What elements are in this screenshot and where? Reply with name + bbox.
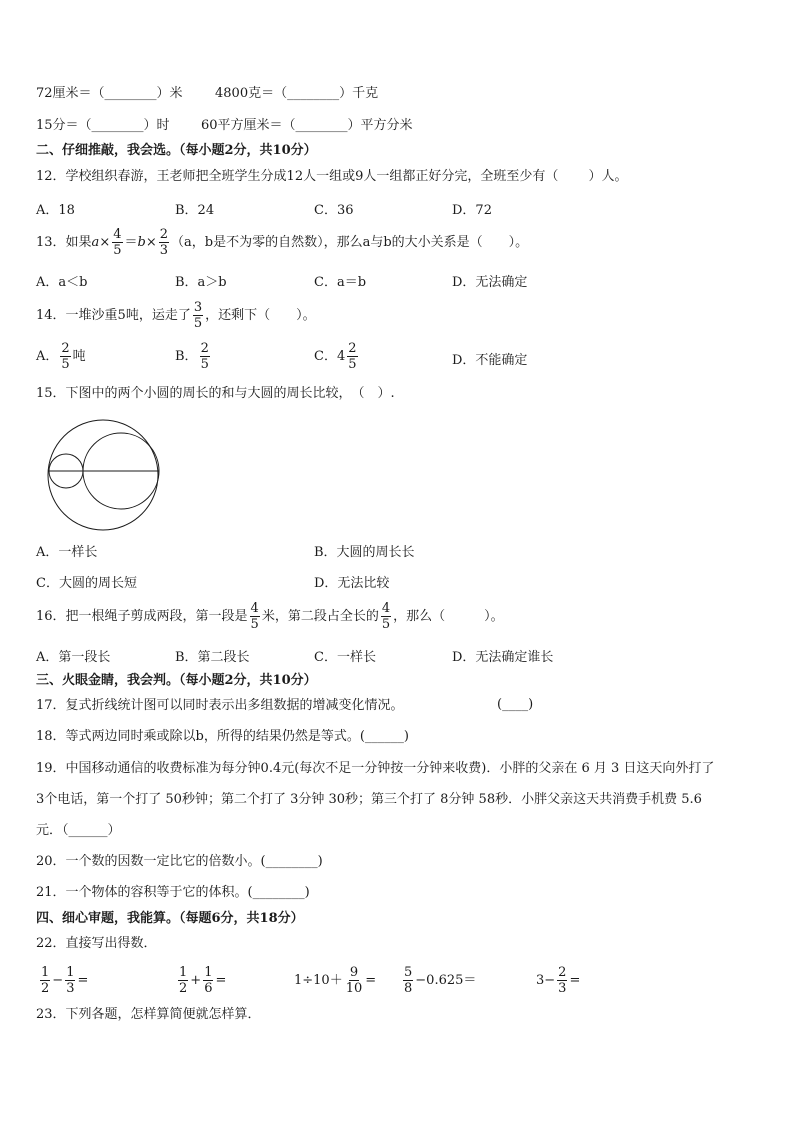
q13-suffix: （a，b是不为零的自然数），那么a与b的大小关系是（ ）。 (171, 235, 529, 250)
question-20: 20．一个数的因数一定比它的倍数小。(________) (36, 854, 323, 869)
section-2-heading: 二、仔细推敲，我会选。（每小题2分，共10分） (36, 143, 317, 158)
q16-fraction-1: $\frac{4}{5}$ (250, 601, 259, 632)
q16-option-d: D．无法确定谁长 (452, 650, 554, 665)
question-14 (36, 296, 316, 336)
q12-option-a: A．18 (36, 203, 75, 218)
q13-equals: ＝ (124, 235, 138, 250)
question-19-line-2: 3个电话，第一个打了 50秒钟；第二个打了 3分钟 30秒；第三个打了 8分钟 58秒．小胖父亲这天共消费手机费 5.6 (36, 792, 702, 807)
question-13 (36, 223, 528, 263)
q13-var-a: a (91, 235, 100, 250)
q13-prefix: 13．如果 (36, 235, 92, 250)
question-17: 17．复式折线统计图可以同时表示出多组数据的增减变化情况。 (36, 698, 404, 713)
q15-option-b: B．大圆的周长长 (314, 545, 415, 560)
question-12: 12．学校组织春游，王老师把全班学生分成12人一组或9人一组都正好分完，全班至少有（ ）人。 (36, 169, 628, 184)
q14-suffix: ，还剩下（ ）。 (205, 308, 316, 323)
q15-option-a: A．一样长 (36, 545, 98, 560)
q13-option-c: C．a＝b (314, 275, 367, 290)
q13-var-b: b (137, 235, 146, 250)
q14-option-c: C．4 $\frac{2}{5}$ (314, 341, 357, 372)
q13-option-d: D．无法确定 (452, 275, 528, 290)
q15-option-d: D．无法比较 (314, 576, 390, 591)
q12-option-d: D．72 (452, 203, 492, 218)
q22-expr-4: $\frac{5}{8}$ −0.625＝ (404, 965, 477, 996)
circles-figure (40, 414, 166, 536)
fill-in-hours: 15分＝（________）时 (36, 118, 170, 133)
q16-option-a: A．第一段长 (36, 650, 111, 665)
q16-option-c: C．一样长 (314, 650, 376, 665)
q16-suffix: ，那么（ ）。 (393, 609, 504, 624)
question-15: 15．下图中的两个小圆的周长的和与大圆的周长比较， （ ）. (36, 386, 395, 401)
q13-option-a: A．a＜b (36, 275, 88, 290)
q14-option-a: A． $\frac{2}{5}$ 吨 (36, 341, 86, 372)
large-circle (48, 420, 158, 530)
q12-option-b: B．24 (175, 203, 215, 218)
q14-option-d: D．不能确定 (452, 353, 528, 368)
q13-fraction-2: $\frac{2}{3}$ (159, 227, 169, 258)
q17-blank: (____) (497, 697, 534, 712)
q13-times: × (99, 235, 111, 250)
q13-option-b: B．a＞b (175, 275, 227, 290)
q22-expr-2: $\frac{1}{2}$ + $\frac{1}{6}$ = (179, 965, 227, 996)
q16-option-b: B．第二段长 (175, 650, 250, 665)
q16-middle: 米，第二段占全长的 (261, 609, 379, 624)
q12-option-c: C．36 (314, 203, 354, 218)
question-19-line-3: 元．（______） (36, 823, 121, 838)
q22-expr-3: 1÷10＋ $\frac{9}{10}$ = (294, 965, 377, 996)
question-22: 22．直接写出得数． (36, 936, 157, 951)
question-21: 21．一个物体的容积等于它的体积。(________) (36, 885, 310, 900)
question-23: 23．下列各题，怎样算简便就怎样算． (36, 1007, 261, 1022)
q14-prefix: 14．一堆沙重5吨，运走了 (36, 308, 191, 323)
q22-expr-1: $\frac{1}{2}$ − $\frac{1}{3}$ = (41, 965, 89, 996)
q13-fraction-1: $\frac{4}{5}$ (113, 227, 122, 258)
q16-prefix: 16．把一根绳子剪成两段，第一段是 (36, 609, 248, 624)
q16-fraction-2: $\frac{4}{5}$ (381, 601, 391, 632)
section-4-heading: 四、细心审题，我能算。（每题6分，共18分） (36, 911, 304, 926)
q14-fraction: $\frac{3}{5}$ (193, 300, 203, 331)
q13-times-2: × (145, 235, 157, 250)
section-3-heading: 三、火眼金睛，我会判。（每小题2分，共10分） (36, 673, 317, 688)
q15-option-c: C．大圆的周长短 (36, 576, 137, 591)
fill-in-kilograms: 4800克＝（________）千克 (215, 86, 379, 101)
q22-expr-5: 3− $\frac{2}{3}$ = (536, 965, 581, 996)
question-19-line-1: 19．中国移动通信的收费标准为每分钟0.4元(每次不足一分钟按一分钟来收费)．小胖的父亲在 6 月 3 日这天向外打了 (36, 761, 715, 776)
question-18: 18．等式两边同时乘或除以b，所得的结果仍然是等式。(______) (36, 729, 410, 744)
q14-option-b: B． $\frac{2}{5}$ (175, 341, 209, 372)
fill-in-square-decimeters: 60平方厘米＝（________）平方分米 (201, 118, 413, 133)
question-16 (36, 597, 504, 637)
fill-in-meters: 72厘米＝（________）米 (36, 86, 183, 101)
